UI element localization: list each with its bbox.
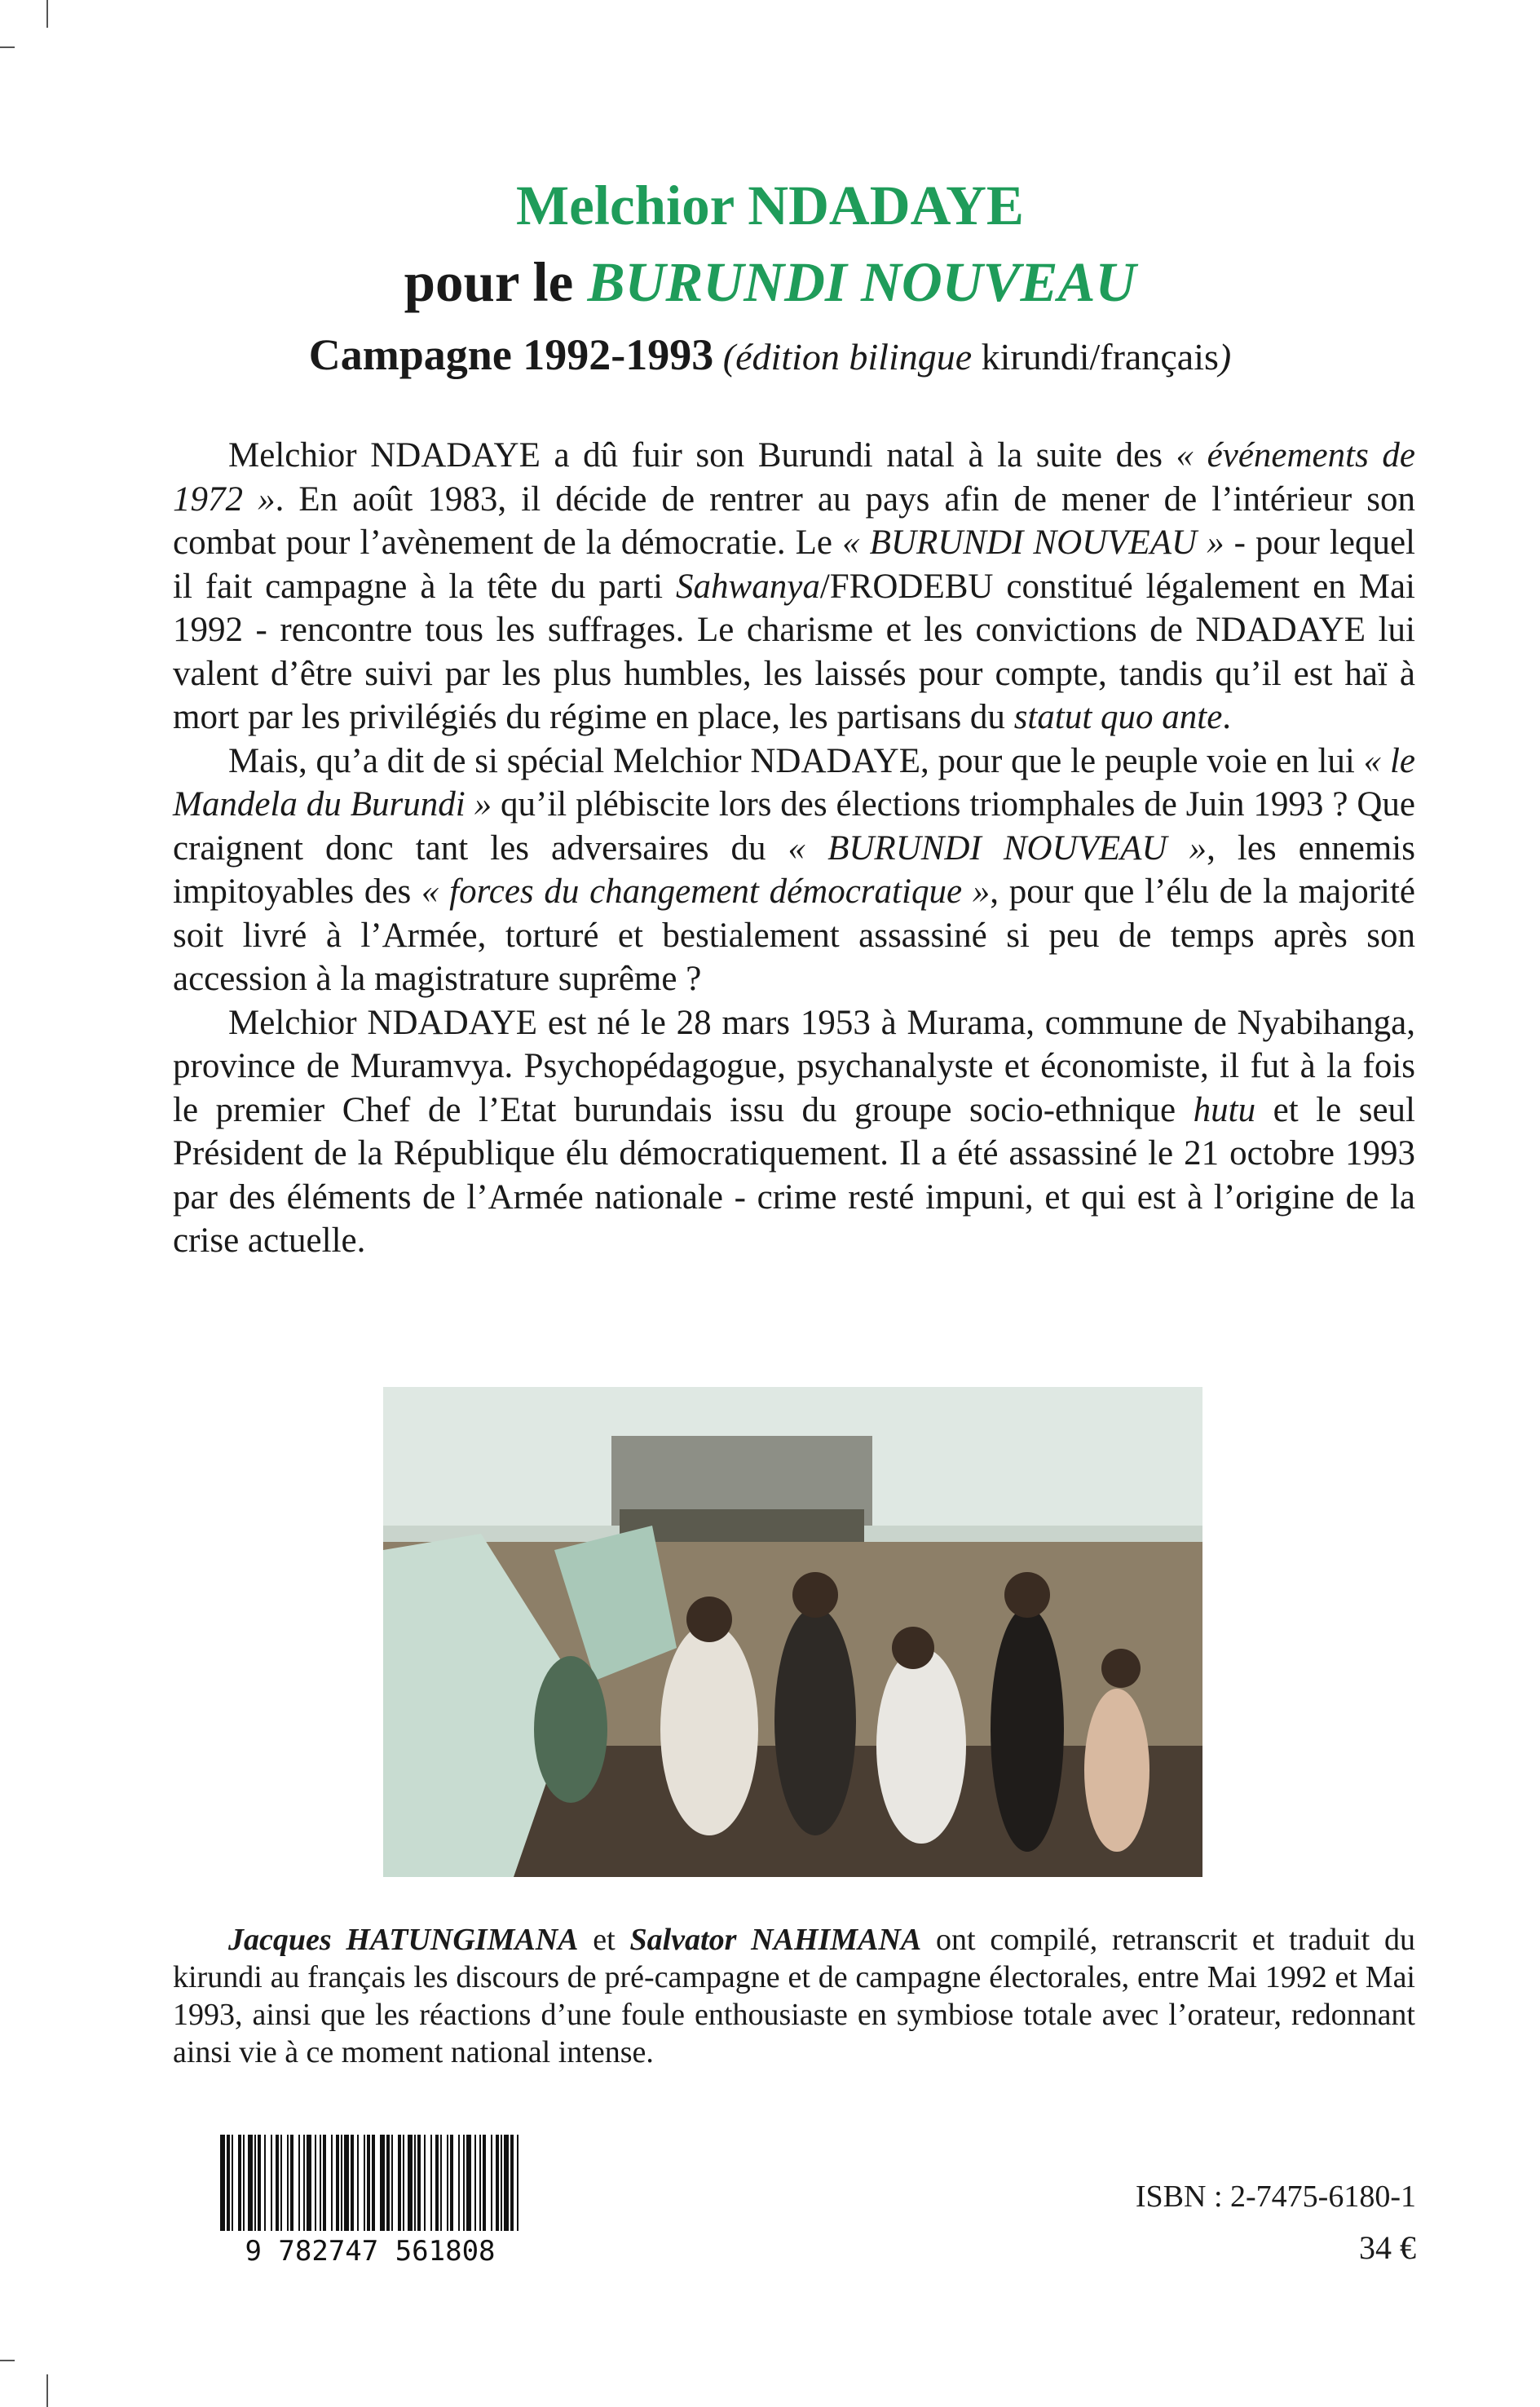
text-run: /FRODEBU constitué légalement en Mai 1992 - rencontre tous les suffrages. Le charisme et les convictions de NDADAYE lui valent d’être suivi par les plus humbles, les laissés pour compte, tandis qu’il est haï à mort par les privilégiés du régime en place, les partisans du	[173, 567, 1415, 736]
text-run: « forces du changement démocratique »	[421, 872, 991, 911]
credits	[173, 1921, 1415, 2071]
barcode-bar	[351, 2135, 354, 2231]
barcode-bar	[430, 2135, 432, 2231]
barcode-bar	[357, 2135, 359, 2231]
barcode-bar	[238, 2135, 241, 2231]
crowd-photo-illustration	[383, 1387, 1202, 1877]
barcode-bar	[458, 2135, 460, 2231]
crop-mark-top-left-h	[0, 46, 15, 48]
barcode-bar	[298, 2135, 300, 2231]
title-line-2	[0, 251, 1540, 313]
text-run: « événements de 1972 »	[173, 436, 1415, 519]
text-run: qu’il plébiscite lors des élections triomphales de Juin 1993 ? Que craignent donc tant les adversaires du	[173, 785, 1415, 868]
title-emphasis: BURUNDI NOUVEAU	[587, 251, 1136, 313]
text-run: Sahwanya	[676, 567, 820, 606]
barcode	[205, 2131, 535, 2266]
blurb	[173, 434, 1415, 1263]
barcode-bar	[398, 2135, 401, 2231]
crop-mark-bottom-left-v	[46, 2374, 48, 2407]
barcode-bar	[491, 2135, 492, 2231]
barcode-bar	[463, 2135, 465, 2231]
barcode-bar	[364, 2135, 365, 2231]
barcode-bar	[474, 2135, 476, 2231]
author-1: Jacques HATUNGIMANA	[228, 1923, 579, 1957]
text-run: , pour que l’élu de la majorité soit livré à l’Armée, torturé et bestialement assassiné si peu de temps après son accession à la magistrature suprême ?	[173, 872, 1415, 998]
barcode-bar	[227, 2135, 230, 2231]
isbn: ISBN : 2-7475-6180-1	[1135, 2180, 1416, 2214]
barcode-bar	[290, 2135, 293, 2231]
crowd-photo	[383, 1387, 1202, 1877]
text-run: , les ennemis impitoyables des	[173, 828, 1415, 911]
barcode-bar	[424, 2135, 426, 2231]
barcode-bar	[341, 2135, 342, 2231]
barcode-bar	[303, 2135, 305, 2231]
barcode-bar	[271, 2135, 272, 2231]
barcode-bar	[440, 2135, 442, 2231]
text-run: et le seul Président de la République élu démocratiquement. Il a été assassiné le 21 octobre 1993 par des éléments de l’Armée nationale - crime resté impuni, et qui est à l’origine de la crise actuelle.	[173, 1090, 1415, 1260]
barcode-bar	[517, 2135, 518, 2231]
barcode-bar	[435, 2135, 439, 2231]
credits-text: ont compilé, retranscrit et traduit du kirundi au français les discours de pré-campagne et de campagne électorales, entre Mai 1992 et Mai 1993, ainsi que les réactions d’une foule enthousiaste en symbiose totale avec l’orateur, redonnant ainsi vie à ce moment national intense.	[173, 1923, 1415, 2069]
barcode-bar	[386, 2135, 390, 2231]
paragraph-1	[173, 434, 1415, 740]
barcode-graphic	[205, 2131, 535, 2266]
credits-paragraph	[173, 1921, 1415, 2071]
barcode-bar	[232, 2135, 233, 2231]
paragraph-2	[173, 740, 1415, 1001]
barcode-bar	[450, 2135, 453, 2231]
subtitle-paren-close: )	[1218, 336, 1232, 378]
subtitle-paren-open: (	[713, 336, 736, 378]
paragraph-3	[173, 1001, 1415, 1263]
barcode-bar	[320, 2135, 321, 2231]
barcode-bar	[479, 2135, 481, 2231]
barcode-bar	[501, 2135, 502, 2231]
price: 34 €	[1359, 2229, 1416, 2266]
text-run: statut quo ante	[1013, 698, 1223, 736]
barcode-bar	[323, 2135, 326, 2231]
barcode-bar	[447, 2135, 448, 2231]
author-2: Salvator NAHIMANA	[629, 1923, 922, 1957]
crop-mark-top-left-v	[46, 0, 48, 28]
barcode-bar	[258, 2135, 261, 2231]
text-run: Melchior NDADAYE a dû fuir son Burundi natal à la suite des	[228, 436, 1176, 475]
title-line-1: Melchior NDADAYE	[516, 174, 1024, 236]
text-run: Mais, qu’a dit de si spécial Melchior NDADAYE, pour que le peuple voie en lui	[228, 741, 1364, 780]
barcode-bar	[336, 2135, 339, 2231]
barcode-bar	[220, 2135, 225, 2231]
subtitle-edition-label: édition bilingue	[735, 336, 973, 378]
barcode-bar	[466, 2135, 471, 2231]
text-run: hutu	[1193, 1090, 1256, 1129]
barcode-bar	[372, 2135, 375, 2231]
barcode-bar	[331, 2135, 333, 2231]
subtitle	[0, 330, 1540, 379]
barcode-bar	[307, 2135, 311, 2231]
barcode-bar	[408, 2135, 413, 2231]
credits-conj: et	[578, 1923, 630, 1957]
title-prefix: pour le	[404, 251, 588, 313]
barcode-bar	[367, 2135, 370, 2231]
barcode-bar	[403, 2135, 404, 2231]
barcode-bar	[510, 2135, 514, 2231]
barcode-bar	[264, 2135, 266, 2231]
subtitle-main: Campagne 1992-1993	[308, 330, 714, 379]
barcode-bar	[417, 2135, 421, 2231]
barcode-bar	[483, 2135, 486, 2231]
text-run: « le Mandela du Burundi »	[173, 741, 1415, 824]
barcode-bar	[496, 2135, 499, 2231]
barcode-bar	[344, 2135, 349, 2231]
barcode-bar	[504, 2135, 509, 2231]
barcode-bar	[315, 2135, 316, 2231]
barcode-bar	[280, 2135, 282, 2231]
text-run: « BURUNDI NOUVEAU »	[842, 523, 1224, 562]
barcode-bar	[380, 2135, 385, 2231]
barcode-bar	[276, 2135, 279, 2231]
text-run: « BURUNDI NOUVEAU »	[788, 828, 1207, 868]
text-run: Melchior NDADAYE est né le 28 mars 1953 à Murama, commune de Nyabihanga, province de Muramvya. Psychopédagogue, psychanalyste et économiste, il fut à la fois le premier Chef de l’Etat burundais issu du groupe socio-ethnique	[173, 1003, 1415, 1129]
barcode-bar	[243, 2135, 245, 2231]
text-run: - pour lequel il fait campagne à la tête du parti	[173, 523, 1415, 606]
text-run: . En août 1983, il décide de rentrer au pays afin de mener de l’intérieur son combat pour l’avènement de la démocratie. Le	[173, 479, 1415, 562]
crop-mark-bottom-left-h	[0, 2360, 15, 2361]
barcode-digits: 9 782747 561808	[245, 2235, 496, 2266]
text-run: .	[1222, 698, 1232, 736]
barcode-bar	[391, 2135, 393, 2231]
barcode-bar	[248, 2135, 253, 2231]
barcode-bar	[414, 2135, 416, 2231]
barcode-bar	[287, 2135, 289, 2231]
subtitle-edition	[713, 336, 1231, 378]
barcode-bar	[254, 2135, 256, 2231]
subtitle-languages: kirundi/français	[972, 336, 1219, 378]
